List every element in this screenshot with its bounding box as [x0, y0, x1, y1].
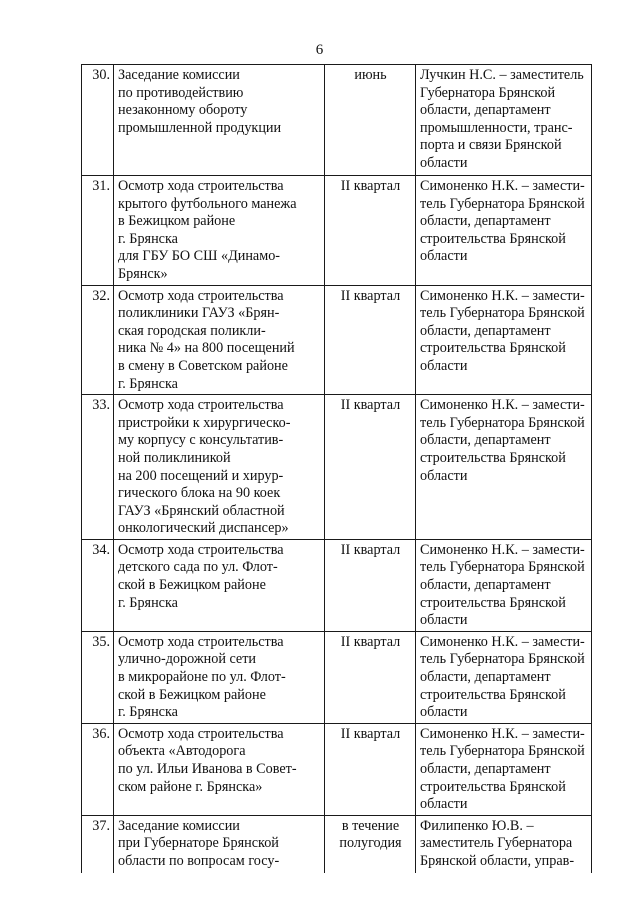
table-row — [82, 395, 592, 540]
event-cell — [114, 631, 325, 723]
timing-cell — [325, 176, 416, 286]
timing-cell — [325, 65, 416, 176]
timing-cell — [325, 815, 416, 873]
row-number: 34. — [82, 539, 114, 631]
event-cell — [114, 539, 325, 631]
table-row — [82, 65, 592, 176]
responsible-text: Лучкин Н.С. – заместитель Губернатора Брянской области, департамент промышленности, транс- порта и связи Брянской области — [420, 67, 584, 171]
timing-cell — [325, 631, 416, 723]
event-text: Осмотр хода строительства крытого футбольного манежа в Бежицком районе г. Брянска для ГБУ БО СШ «Динамо- Брянск» — [118, 178, 297, 282]
timing-cell — [325, 285, 416, 395]
timing-text: II квартал — [340, 397, 401, 414]
responsible-cell — [416, 395, 592, 540]
event-text: Заседание комиссии при Губернаторе Брянской области по вопросам госу- — [118, 817, 280, 869]
responsible-cell — [416, 539, 592, 631]
row-number: 30. — [82, 65, 114, 176]
table-row — [82, 723, 592, 815]
row-number: 35. — [82, 631, 114, 723]
timing-cell — [325, 723, 416, 815]
event-text: Осмотр хода строительства поликлиники ГАУЗ «Брян- ская городская поликли- ника № 4» на 800 посещений в смену в Советском районе г. Брянска — [118, 287, 295, 392]
responsible-text: Симоненко Н.К. – замести- тель Губернатора Брянской области, департамент строительства Брянской области — [420, 633, 585, 721]
event-text: Осмотр хода строительства улично-дорожной сети в микрорайоне по ул. Флот- ской в Бежицком районе г. Брянска — [118, 633, 286, 721]
event-cell — [114, 176, 325, 286]
responsible-text: Симоненко Н.К. – замести- тель Губернатора Брянской области, департамент строительства Брянской области — [420, 541, 585, 629]
row-number: 37. — [82, 815, 114, 873]
timing-text: II квартал — [340, 287, 401, 304]
responsible-cell — [416, 176, 592, 286]
table-row — [82, 539, 592, 631]
event-cell — [114, 395, 325, 540]
table-row — [82, 631, 592, 723]
timing-text: II квартал — [340, 541, 401, 558]
row-number: 31. — [82, 176, 114, 286]
responsible-cell — [416, 285, 592, 395]
timing-text: II квартал — [340, 633, 401, 650]
event-cell — [114, 723, 325, 815]
responsible-text: Симоненко Н.К. – замести- тель Губернатора Брянской области, департамент строительства Брянской области — [420, 178, 585, 265]
timing-text: в течение полугодия — [339, 817, 402, 852]
table-row — [82, 285, 592, 395]
responsible-text: Филипенко Ю.В. – заместитель Губернатора Брянской области, управ- — [420, 817, 575, 869]
event-cell — [114, 65, 325, 176]
responsible-cell — [416, 65, 592, 176]
table-row — [82, 815, 592, 873]
row-number: 36. — [82, 723, 114, 815]
timing-cell — [325, 395, 416, 540]
events-table-body — [82, 65, 592, 874]
event-text: Осмотр хода строительства пристройки к хирургическо- му корпусу с консультатив- ной поликлиникой на 200 посещений и хирур- гического блока на 90 коек ГАУЗ «Брянский областной онкологический диспансер» — [118, 397, 291, 537]
events-table — [81, 64, 592, 873]
event-text: Осмотр хода строительства объекта «Автодорога по ул. Ильи Иванова в Совет- ском районе г. Брянска» — [118, 725, 297, 795]
event-cell — [114, 285, 325, 395]
responsible-cell — [416, 815, 592, 873]
responsible-text: Симоненко Н.К. – замести- тель Губернатора Брянской области, департамент строительства Брянской области — [420, 287, 585, 374]
timing-text: II квартал — [340, 725, 401, 742]
row-number: 32. — [82, 285, 114, 395]
event-cell — [114, 815, 325, 873]
row-number: 33. — [82, 395, 114, 540]
responsible-text: Симоненко Н.К. – замести- тель Губернатора Брянской области, департамент строительства Брянской области — [420, 725, 585, 813]
event-text: Осмотр хода строительства детского сада по ул. Флот- ской в Бежицком районе г. Брянска — [118, 541, 284, 611]
timing-text: июнь — [354, 67, 387, 83]
event-text: Заседание комиссии по противодействию незаконному обороту промышленной продукции — [118, 67, 282, 136]
responsible-text: Симоненко Н.К. – замести- тель Губернатора Брянской области, департамент строительства Брянской области — [420, 397, 585, 484]
timing-cell — [325, 539, 416, 631]
page-number: 6 — [315, 42, 324, 58]
responsible-cell — [416, 631, 592, 723]
timing-text: II квартал — [340, 178, 401, 194]
responsible-cell — [416, 723, 592, 815]
table-row — [82, 176, 592, 286]
